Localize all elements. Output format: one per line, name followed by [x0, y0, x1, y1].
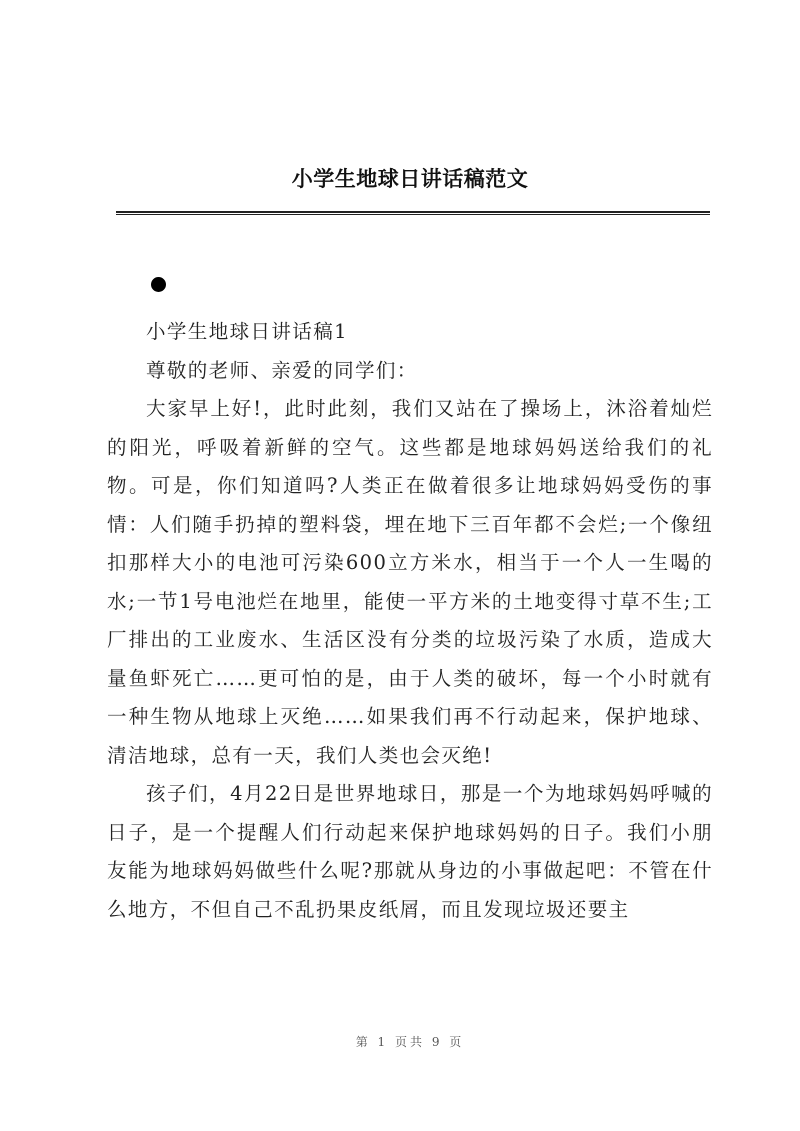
section-heading: 小学生地球日讲话稿1	[146, 320, 348, 343]
body-paragraph: 孩子们，4月22日是世界地球日，那是一个为地球妈妈呼喊的日子，是一个提醒人们行动起来保护地球妈妈的日子。我们小朋友能为地球妈妈做些什么呢?那就从身边的小事做起吧：不管在什么地方，不但自己不乱扔果皮纸屑，而且发现垃圾还要主	[107, 782, 713, 921]
document-title: 小学生地球日讲话稿范文	[291, 166, 529, 191]
bullet-point-icon	[151, 277, 166, 292]
body-paragraph: 大家早上好!，此时此刻，我们又站在了操场上，沐浴着灿烂的阳光，呼吸着新鲜的空气。这些都是地球妈妈送给我们的礼物。可是，你们知道吗?人类正在做着很多让地球妈妈受伤的事情：人们随手扔掉的塑料袋，埋在地下三百年都不会烂;一个像纽扣那样大小的电池可污染600立方米水，相当于一个人一生喝的水;一节1号电池烂在地里，能使一平方米的土地变得寸草不生;工厂排出的工业废水、生活区没有分类的垃圾污染了水质，造成大量鱼虾死亡……更可怕的是，由于人类的破坏，每一个小时就有一种生物从地球上灭绝……如果我们再不行动起来，保护地球、清洁地球，总有一天，我们人类也会灭绝!	[107, 397, 713, 767]
document-body	[107, 313, 713, 929]
title-divider	[116, 211, 710, 215]
salutation: 尊敬的老师、亲爱的同学们：	[146, 358, 418, 382]
page-footer: 第 1 页共 9 页	[355, 1035, 465, 1049]
